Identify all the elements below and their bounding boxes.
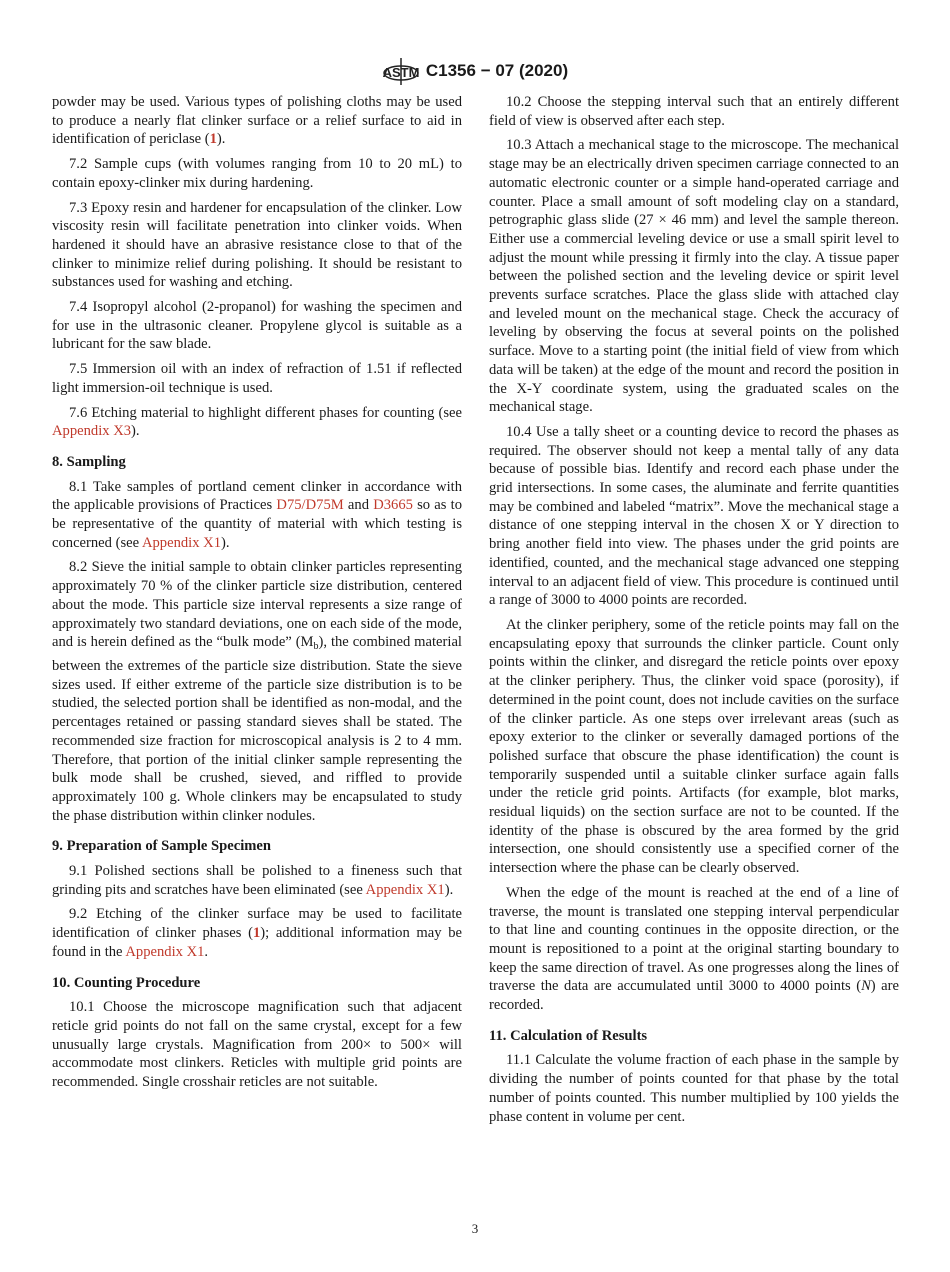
text-run: . [204,943,209,960]
reference-link[interactable]: Appendix X3 [52,423,132,440]
paragraph [52,862,462,899]
text-run: ). [216,131,226,148]
paragraph [52,360,462,397]
text-run: 8.1 Take samples of portland cement clinker in accordance with the applicable provisions of Practices [52,478,462,514]
text-run: so as to be representative of the quantity of material with which testing is concerned (see [52,497,462,551]
paragraph [52,298,462,354]
paragraph [489,423,899,610]
paragraph [52,558,462,825]
text-run: 7.4 Isopropyl alcohol (2-propanol) for washing the specimen and for use in the ultrasonic cleaner. Propylene glycol is suitable as a lubricant for the saw blade. [52,299,462,353]
reference-link[interactable]: D3665 [373,497,413,514]
section-heading [52,974,462,993]
text-run: 10.1 Choose the microscope magnification such that adjacent reticle grid points do not fall on the same crystal, except for a few unusually large crystals. Magnification from 200× to 500× will accommodate most clinkers. Reticles with multiple grid points are recommended. Single crosshair reticles are not suitable. [52,999,462,1091]
reference-link[interactable]: D75/D75M [276,497,344,514]
section-heading [52,453,462,472]
text-run: 10.3 Attach a mechanical stage to the microscope. The mechanical stage may be an electrically driven specimen carriage connected to an automatic electronic counter or a simple hand-operated carriage and counter. Place a small amount of soft modeling clay on a standard, petrographic glass slide (27 × 46 mm) and level the sample thereon. Either use a commercial leveling device or use a small spirit level to adjust the mount while pressing it firmly into the clay. A tissue paper between the polished section and the leveling device or spirit level prevents surface scratches. Place the glass slide with attached clay and leveled mount on the mechanical stage. Check the accuracy of leveling by observing the focus at several points on the polished surface. Move to a starting point (the initial field of view from which data will be taken) at the edge of the mount and record the position in the X-Y coordinate system, using the graduated scales on the mechanical stage. [489,137,899,416]
text-run: and [343,497,374,514]
text-run: powder may be used. Various types of polishing cloths may be used to produce a nearly flat clinker surface or a relief surface to aid in identification of periclase ( [52,94,462,148]
section-heading [489,1027,899,1046]
text-run: 9. Preparation of Sample Specimen [52,838,272,855]
paragraph [52,998,462,1092]
paragraph [52,478,462,553]
paragraph [52,93,462,149]
text-run: 7.2 Sample cups (with volumes ranging from 10 to 20 mL) to contain epoxy-clinker mix during hardening. [52,156,462,191]
text-run: 9.2 Etching of the clinker surface may be used to facilitate identification of clinker phases ( [52,906,462,942]
text-run: 7.6 Etching material to highlight different phases for counting (see [69,404,462,421]
paragraph [52,404,462,441]
text-run: 7.5 Immersion oil with an index of refraction of 1.51 if reflected light immersion-oil technique is used. [52,361,462,396]
text-run: When the edge of the mount is reached at the end of a line of traverse, the mount is translated one stepping interval perpendicular to that line and counting continues in the opposite direction, or the mount is repositioned to a point at the original starting boundary to keep the same direction of travel. As one progresses along the lines of traverse the data are accumulated until 3000 to 4000 points ( [489,884,899,995]
paragraph [489,884,899,1015]
reference-link[interactable]: 1 [252,925,261,942]
paragraph [52,905,462,961]
left-column [52,93,462,1098]
paragraph [489,616,899,878]
text-run: ); additional information may be found in the [52,925,462,960]
text-run: 10.4 Use a tally sheet or a counting device to record the phases as required. The observer should not keep a mental tally of any data because of possible bias. Identify and record each phase under the grid intersections. In some cases, the aluminate and ferrite quantities may be combined and labeled “matrix”. Move the mechanical stage a distance of one stepping interval in the chosen X or Y direction to bring another field into view. The phases under the grid points are identified, counted, and the mechanical stage advanced one stepping interval to an adjacent field of view. This procedure is continued until a range of 3000 to 4000 points are recorded. [489,423,899,609]
paragraph [489,1051,899,1126]
reference-link[interactable]: Appendix X1 [125,943,205,960]
standard-designation: C1356 − 07 (2020) [425,61,569,80]
text-run: ). [444,881,454,898]
reference-link[interactable]: Appendix X1 [365,881,445,898]
text-run: At the clinker periphery, some of the reticle points may fall on the encapsulating epoxy that surrounds the clinker particle. Count only points within the clinker, and disregard the reticle points over epoxy at the clinker periphery. Thus, the clinker void space (porosity), if determined in the point count, does not include cavities on the surface of the clinker particle. As one steps over irrelevant areas (such as epoxy exterior to the clinker or severally damaged portions of the polished surface that obscure the phase identification) the count is temporarily suspended until a suitable clinker surface again falls under the reticle grid points. Artifacts (for example, blot marks, residual liquids) on the section surface are not to be counted. If the identity of the phase is obscured by the area formed by the grid intersection, one should consistently use a specified corner of the intersection where the phase can be clearly observed. [489,616,899,877]
paragraph [489,136,899,417]
paragraph [489,93,899,130]
text-run: 7.3 Epoxy resin and hardener for encapsulation of the clinker. Low viscosity resin will facilitate penetration into clinker voids. When hardened it should have an abrasive resistance close to that of the clinker to minimize relief during polishing. It should be resistant to substances used for washing and etching. [52,199,462,291]
text-run: ). [221,534,230,551]
text-run: 10.2 Choose the stepping interval such that an entirely different field of view is observed after each step. [489,94,899,129]
paragraph [52,199,462,293]
svg-text:ASTM: ASTM [382,65,420,80]
text-run: 8. Sampling [52,453,126,470]
section-heading [52,837,462,856]
text-run: 11.1 Calculate the volume fraction of each phase in the sample by dividing the number of points counted for that phase by the total number of points counted. This number multiplied by 100 yields the phase content in volume per cent. [489,1052,899,1125]
reference-link[interactable]: 1 [209,131,217,148]
page-number: 3 [471,1221,479,1236]
text-run: ), the combined material between the extremes of the particle size distribution. State the sieve sizes used. If either extreme of the particle size distribution is to be studied, the selected portion shall be identified as non-modal, and the percentages retained or passing standard sieves shall be stated. The recommended size fraction for microscopical analysis is 2 to 4 mm. Therefore, that portion of the initial clinker sample representing the bulk mode shall be crushed, sieved, and riffled to provide approximately 100 g. Whole clinkers may be encapsulated to study the phase distribution within clinker nodules. [52,634,462,824]
text-run: 10. Counting Procedure [52,974,201,991]
text-run: 11. Calculation of Results [489,1027,648,1044]
text-run: ). [131,423,140,440]
text-run: 8.2 Sieve the initial sample to obtain clinker particles representing approximately 70 % of the clinker particle size distribution, centered about the mode. This particle size interval represents a size range of approximately two standard deviations, one on each side of the mode, and is herein defined as the “bulk mode” (M [52,559,462,651]
paragraph [52,155,462,192]
text-run: 9.1 Polished sections shall be polished to a fineness such that grinding pits and scratches have been eliminated (see [52,863,462,898]
reference-link[interactable]: Appendix X1 [141,534,221,551]
right-column [489,93,899,1132]
text-run: ) are recorded. [489,978,899,1014]
astm-logo-icon [382,56,420,86]
page-header [0,56,950,86]
text-run: N [861,978,871,995]
text-run: b [313,641,319,653]
